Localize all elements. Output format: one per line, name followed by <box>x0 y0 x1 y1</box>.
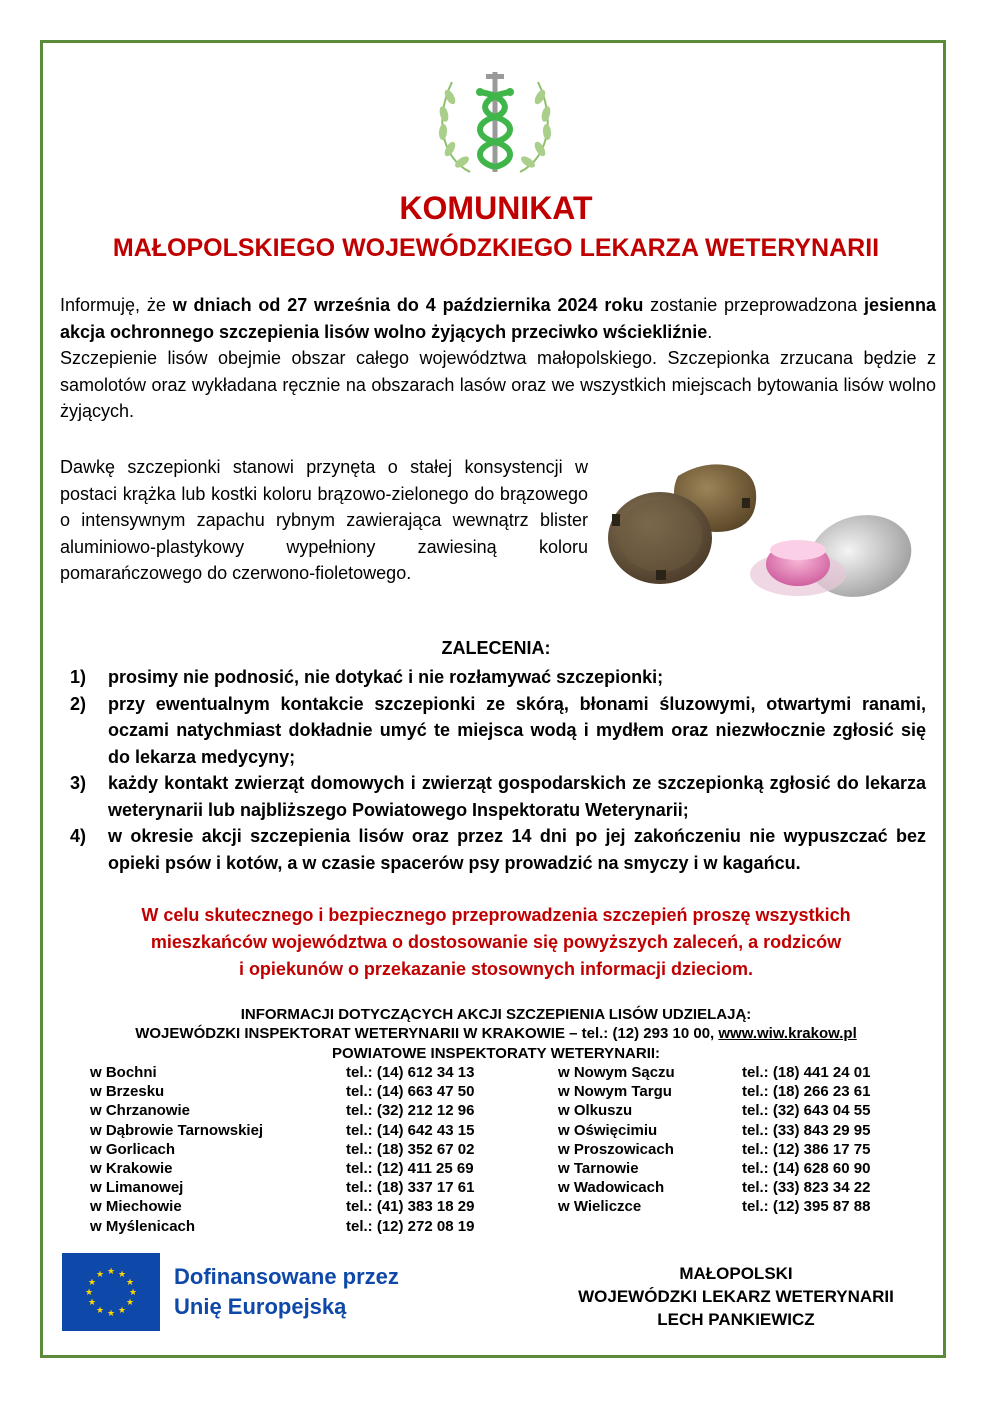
office-place: w Tarnowie <box>558 1160 639 1178</box>
appeal-line: mieszkańców województwa o dostosowanie się powyższych zaleceń, a rodziców <box>150 932 842 952</box>
office-place: w Olkuszu <box>558 1102 633 1120</box>
office-phone: tel.: (32) 212 12 96 <box>346 1102 475 1120</box>
office-place: w Gorlicach <box>90 1140 176 1158</box>
appeal-message <box>60 902 932 983</box>
signature-line: WOJEWÓDZKI LEKARZ WETERYNARII <box>578 1287 894 1306</box>
svg-text:★: ★ <box>117 1306 127 1316</box>
office-place: w Nowym Targu <box>558 1083 672 1101</box>
office-phone: tel.: (14) 628 60 90 <box>742 1160 871 1178</box>
svg-text:★: ★ <box>84 1288 94 1298</box>
list-item <box>70 770 926 823</box>
item-number: 4) <box>70 826 87 846</box>
item-number: 2) <box>70 693 87 714</box>
office-phone: tel.: (12) 411 25 69 <box>346 1160 474 1178</box>
office-place: w Limanowej <box>90 1179 184 1197</box>
office-phone: tel.: (33) 843 29 95 <box>742 1121 871 1139</box>
office-phone: tel.: (12) 272 08 19 <box>346 1217 475 1235</box>
signature-line: LECH PANKIEWICZ <box>657 1310 815 1329</box>
svg-text:★: ★ <box>87 1298 97 1308</box>
veterinary-logo-icon <box>430 62 560 182</box>
svg-text:★: ★ <box>125 1298 135 1308</box>
intro-paragraph <box>60 292 936 425</box>
offices-left-phones <box>346 1063 546 1236</box>
info-heading: INFORMACJI DOTYCZĄCYCH AKCJI SZCZEPIENIA LISÓW UDZIELAJĄ: <box>240 1006 752 1023</box>
item-text: przy ewentualnym kontakcie szczepionki ze skórą, błonami śluzowymi, otwartymi ranami, oczami natychmiast dokładnie umyć te miejsca wodą i mydłem oraz niezwłocznie zgłosić się do lekarza medycyny; <box>108 693 926 767</box>
office-phone: tel.: (12) 395 87 88 <box>742 1198 871 1216</box>
eu-funding-label <box>174 1262 399 1322</box>
signature-line: MAŁOPOLSKI <box>679 1264 793 1283</box>
office-place: w Chrzanowie <box>90 1102 191 1120</box>
signature-block <box>540 1262 932 1331</box>
office-phone: tel.: (18) 337 17 61 <box>346 1179 475 1197</box>
item-text: prosimy nie podnosić, nie dotykać i nie rozłamywać szczepionki; <box>108 667 664 687</box>
main-office-text: WOJEWÓDZKI INSPEKTORAT WETERYNARII W KRAKOWIE – tel.: (12) 293 10 00, <box>135 1025 719 1042</box>
office-phone: tel.: (18) 352 67 02 <box>346 1140 475 1158</box>
office-phone: tel.: (18) 441 24 01 <box>742 1064 871 1081</box>
office-phone: tel.: (33) 823 34 22 <box>742 1179 871 1197</box>
intro-scope: Szczepienie lisów obejmie obszar całego województwa małopolskiego. Szczepionka zrzucana będzie z samolotów oraz wykładana ręcznie na obszarach lasów oraz we wszystkich miejscach bytowania lisów wolno żyjących. <box>60 348 936 421</box>
offices-right-phones <box>742 1063 932 1217</box>
offices-left-places <box>90 1063 340 1236</box>
vaccine-bait-image <box>598 456 918 606</box>
item-number: 3) <box>70 773 87 793</box>
office-phone: tel.: (14) 663 47 50 <box>346 1083 475 1101</box>
office-place: w Proszowicach <box>558 1140 674 1158</box>
office-phone: tel.: (41) 383 18 29 <box>346 1198 475 1216</box>
office-place: w Miechowie <box>90 1198 182 1216</box>
offices-right-places <box>558 1063 738 1217</box>
item-text: każdy kontakt zwierząt domowych i zwierząt gospodarskich ze szczepionką zgłosić do lekarza weterynarii lub najbliższego Powiatowego Inspektoratu Weterynarii; <box>108 773 926 820</box>
intro-text: zostanie przeprowadzona <box>643 295 864 315</box>
svg-text:★: ★ <box>95 1270 105 1280</box>
intro-action: jesienna akcja ochronnego szczepienia lisów wolno żyjących przeciwko wściekliźnie <box>60 295 937 342</box>
svg-text:★: ★ <box>106 1309 116 1319</box>
intro-text: . <box>707 321 713 342</box>
info-district-heading: POWIATOWE INSPEKTORATY WETERYNARII: <box>331 1045 661 1062</box>
website-link[interactable]: www.wiw.krakow.pl <box>718 1025 857 1042</box>
svg-text:★: ★ <box>117 1270 127 1280</box>
svg-text:★: ★ <box>87 1278 97 1288</box>
office-phone: tel.: (32) 643 04 55 <box>742 1102 871 1120</box>
svg-text:★: ★ <box>95 1306 105 1316</box>
office-place: w Brzesku <box>90 1083 165 1101</box>
svg-text:★: ★ <box>106 1267 116 1277</box>
office-place: w Bochni <box>90 1064 157 1081</box>
office-place: w Nowym Sączu <box>558 1064 675 1081</box>
vaccine-description: Dawkę szczepionki stanowi przynęta o stałej konsystencji w postaci krążka lub kostki koloru brązowo-zielonego do brązowego o intensywnym zapachu rybnym zawierająca wewnątrz blister aluminiowo-plastykowy wypełniony zawiesiną koloru pomarańczowego do czerwono-fioletowego. <box>60 457 588 583</box>
office-place: w Oświęcimiu <box>558 1121 658 1139</box>
office-place: w Wieliczce <box>558 1198 642 1216</box>
appeal-line: W celu skutecznego i bezpiecznego przeprowadzenia szczepień proszę wszystkich <box>141 905 851 925</box>
item-text: w okresie akcji szczepienia lisów oraz przez 14 dni po jej zakończeniu nie wypuszczać bez opieki psów i kotów, a w czasie spacerów psy prowadzić na smyczy i w kagańcu. <box>108 826 926 873</box>
page-subtitle: MAŁOPOLSKIEGO WOJEWÓDZKIEGO LEKARZA WETERYNARII <box>112 234 880 262</box>
appeal-line: i opiekunów o przekazanie stosownych informacji dzieciom. <box>238 959 754 979</box>
intro-text: Informuję, że <box>60 295 173 315</box>
list-item <box>70 691 926 771</box>
office-phone: tel.: (14) 642 43 15 <box>346 1121 475 1139</box>
office-phone: tel.: (14) 612 34 13 <box>346 1064 475 1081</box>
office-place: w Wadowicach <box>558 1179 665 1197</box>
office-phone: tel.: (18) 266 23 61 <box>742 1083 871 1101</box>
list-item <box>70 664 926 691</box>
eu-line: Unię Europejską <box>174 1294 347 1319</box>
office-phone: tel.: (12) 386 17 75 <box>742 1140 871 1158</box>
info-main-office <box>0 1025 992 1042</box>
svg-text:★: ★ <box>125 1278 135 1288</box>
recommendations-list <box>70 664 926 876</box>
page-title: KOMUNIKAT <box>399 190 593 226</box>
svg-text:★: ★ <box>128 1288 138 1298</box>
office-place: w Krakowie <box>90 1160 173 1178</box>
eu-line: Dofinansowane przez <box>174 1264 399 1289</box>
eu-flag-icon <box>62 1253 160 1331</box>
intro-dates: w dniach od 27 września do 4 października 2024 roku <box>172 295 644 315</box>
office-place: w Myślenicach <box>90 1217 196 1235</box>
office-place: w Dąbrowie Tarnowskiej <box>90 1121 264 1139</box>
item-number: 1) <box>70 667 87 687</box>
recommendations-heading: ZALECENIA: <box>441 638 551 658</box>
list-item <box>70 823 926 876</box>
